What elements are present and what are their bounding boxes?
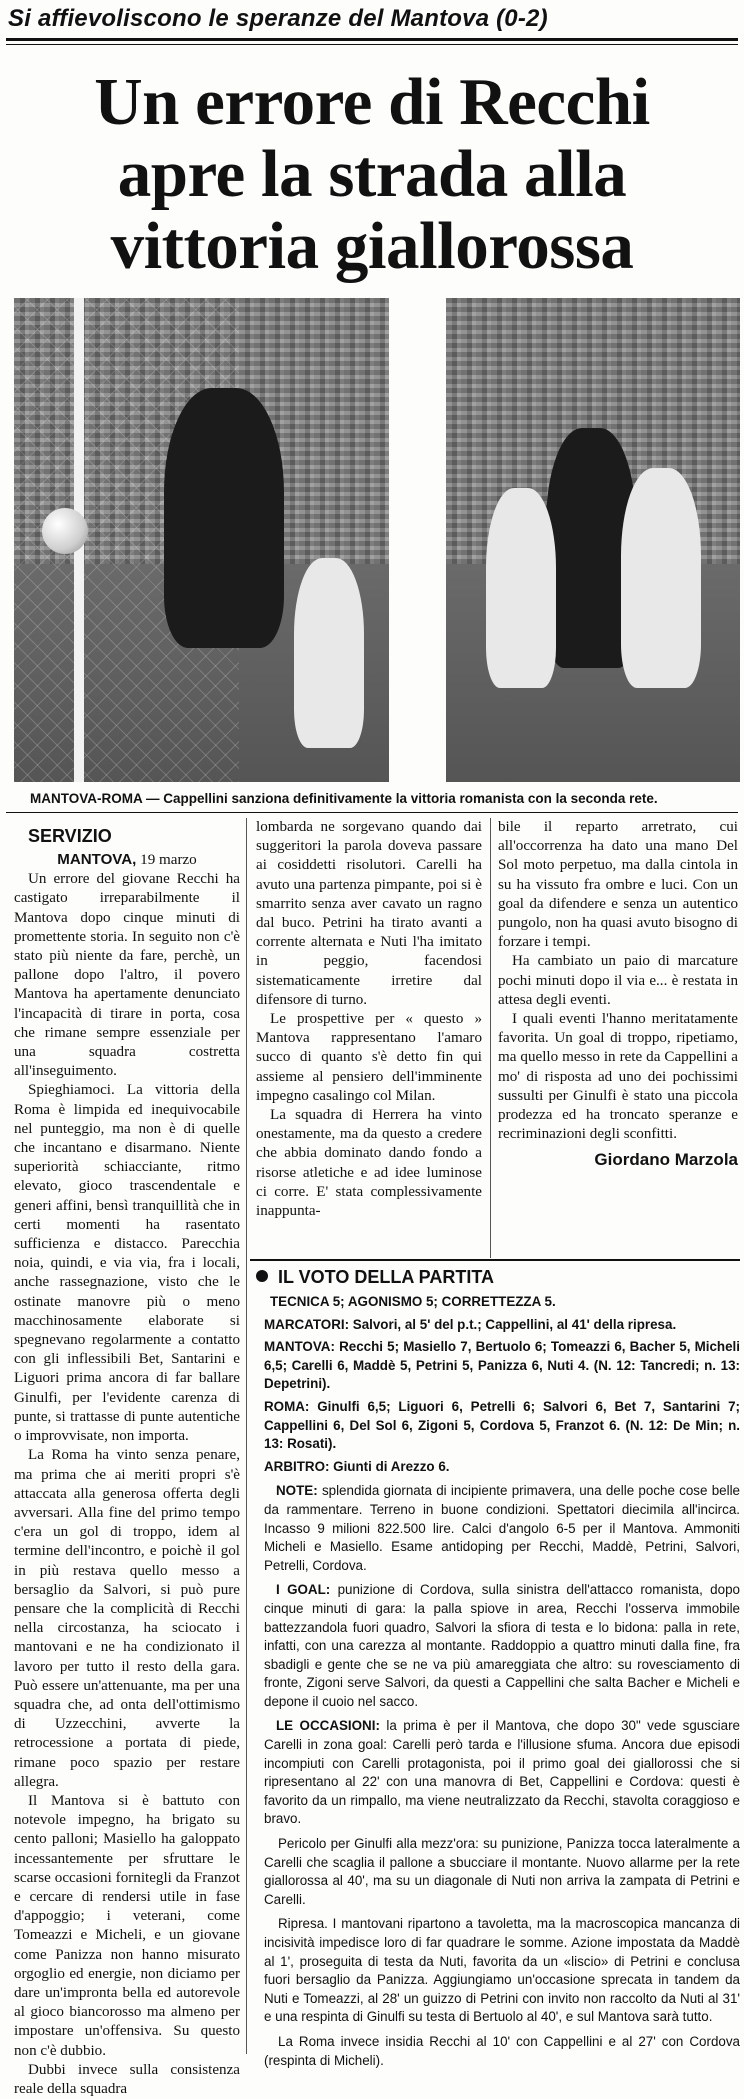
- paragraph: Dubbi invece sulla consistenza reale della squadra: [14, 2061, 240, 2097]
- match-photo-left: [14, 298, 389, 782]
- paragraph: I quali eventi l'hanno meritatamente favorita. Un goal di troppo, ripetiamo, ma quello messo in rete da Cappellini a mo' di risposta ad uno dei pochissimi sussulti per Ginulfi è stato una piccola prodezza ed ha troncato speranze e recriminazioni degli sconfitti.: [498, 1011, 738, 1143]
- rule-caption: [6, 812, 738, 813]
- article-column-2: [256, 818, 482, 1258]
- rule-voto: [250, 1259, 740, 1261]
- paragraph: Le prospettive per « questo » Mantova rappresentano l'amaro succo di quanto s'è detto fin qui assieme al pensiero dell'imminente impegno casalingo col Milan.: [256, 1011, 482, 1104]
- ratings-line: MARCATORI: Salvori, al 5' del p.t.; Cappellini, al 41' della ripresa.: [264, 1316, 677, 1332]
- paragraph: bile il reparto arretrato, cui all'occorrenza ha dato una mano Del Sol moto perpetuo, ma dalla cintola in su ha vissuto fra ombre e luci. Con un goal da difendere e senza un autentico pungolo, non ha quasi avuto bisogno di forzare i tempi.: [498, 819, 738, 951]
- headline-line: Un errore di Recchi: [94, 65, 650, 139]
- goal-lead: I GOAL:: [276, 1582, 331, 1598]
- dateline-date: 19 marzo: [140, 852, 197, 868]
- paragraph: Spieghiamoci. La vittoria della Roma è limpida ed inequivocabile nel punteggio, ma non è di quelle che incantano e disarmano. Niente superiorità schiacciante, ritmo elevato, gioco trascendentale e generi affini, bensì tranquillità che in certi momenti ha rasentato sufficienza e distacco. Parecchia noia, quindi, e via via, fra i locali, anche rassegnazione, visto che le ostinate manovre più o meno macchinosamente elaborate si spegnevano regolarmente a contatto con gli inflessibili Bet, Santarini e Liguori prima ancora di far ballare Ginulfi, per l'evidente carenza di punte, si trattasse di punte autentiche o improvvisate, non importa.: [14, 1082, 240, 1445]
- headline: [6, 66, 738, 286]
- dateline: [14, 850, 240, 870]
- ratings-line: TECNICA 5; AGONISMO 5; CORRETTEZZA 5.: [270, 1294, 556, 1309]
- photo-caption: MANTOVA-ROMA — Cappellini sanziona definitivamente la vittoria romanista con la seconda rete.: [30, 791, 658, 806]
- servizio-label: SERVIZIO: [28, 826, 112, 846]
- match-ratings-box: [250, 1265, 740, 2068]
- paragraph: Ha cambiato un paio di marcature pochi minuti dopo il via e... è restata in attesa degli eventi.: [498, 953, 738, 1008]
- ratings-goal: [264, 1581, 740, 1711]
- ratings-occasioni: [264, 1717, 740, 1829]
- ratings-line: ARBITRO: Giunti di Arezzo 6.: [264, 1458, 450, 1474]
- ratings-note: [264, 1482, 740, 1575]
- occasioni-text: la prima è per il Mantova, che dopo 30" vede sgusciare Carelli in zona goal: Carelli però tarda e l'illusione sfuma. Ancora due episodi incompiuti con Carelli protagonista, poi il primo goal dei giallorossi che si ripresentano al 22' con una manovra di Bet, Cappellini e Cordova: questi è favorito da un rimpallo, ma viene neutralizzato da Recchi, stavolta coraggioso e bravo.: [264, 1718, 740, 1827]
- paragraph: La squadra di Herrera ha vinto onestamente, ma da questo a credere che abbia dominato dando fondo a risorse atletiche e ad idee luminose ci corre. E' stata complessivamente inappunta-: [256, 1107, 482, 1220]
- match-photo-right: [446, 298, 740, 782]
- ratings-paragraph: La Roma invece insidia Recchi al 10' con Cappellini e al 27' con Cordova (respinta di Micheli).: [264, 2033, 740, 2068]
- goal-text: punizione di Cordova, sulla sinistra dell'attacco romanista, dopo cinque minuti di gara: la palla spiove in area, Recchi l'osserva immobile battezzandola fuori quadro, Salvori la sfiora di testa e lo bidona: palla in rete, infatti, con una carezza al montante. Raddoppio a quattro minuti dalla fine, fra sbadigli e gente che se ne va più amareggiata che altro: su rovesciamento di fronte, Zigoni serve Salvori, da questi a Cappellini che salta Bacher e Micheli e depone il cuoio nel sacco.: [264, 1582, 740, 1709]
- bullet-icon: [256, 1270, 268, 1282]
- ratings-title: [256, 1265, 740, 1289]
- headline-line: apre la strada alla: [117, 137, 627, 211]
- ratings-title-text: IL VOTO DELLA PARTITA: [278, 1267, 494, 1287]
- paragraph: Il Mantova si è battuto con notevole impegno, ha brigato su cento palloni; Masiello ha galoppato incessantemente per sfruttare le scarse occasioni fornitegli da Franzot e cercare di rendersi utile in fase d'appoggio; i veterani, come Tomeazzi e Micheli, e un giovane come Panizza non hanno misurato orgoglio ed energie, non diciamo per dare un'impronta bella ed autorevole al gioco biancorosso ma almeno per impostare un'offensiva. Su questo non c'è dubbio.: [14, 1792, 240, 2059]
- author-signature: Giordano Marzola: [594, 1150, 738, 1170]
- note-text: splendida giornata di incipiente primavera, una delle poche cose belle da rammentare. Terreno in buone condizioni. Spettatori diecimila all'incirca. Incasso 9 milioni 822.500 lire. Calci d'angolo 6-5 per il Mantova. Ammoniti Micheli e Masiello. Esame antidoping per Recchi, Maddè, Petrini, Salvori, Petrelli, Cordova.: [264, 1483, 740, 1573]
- paragraph: La Roma ha vinto senza penare, ma prima che ai meriti propri s'è attaccata alla generosa offerta degli avversari. Alla fine del primo tempo c'era un gol di troppo, idem al termine dell'incontro, e poichè il gol in più restava quello messo a bersaglio da Salvori, si può pure pensare che la complicità di Recchi nella circostanza, ha sciocato i mantovani e ne ha condizionato il lavoro per tutto il resto della gara. Può essere un'attenuante, ma per una squadra che, ad onta dell'ottimismo di Uzzecchini, avverte la retrocessione a portata di piede, rimane poco spazio per restare allegra.: [14, 1447, 240, 1790]
- occasioni-lead: LE OCCASIONI:: [276, 1718, 380, 1734]
- paragraph: lombarda ne sorgevano quando dai suggeritori la parola doveva passare ai cosiddetti risolutori. Carelli ha avuto una partenza pimpante, poi si è smarrito senza aver cavato un ragno dal buco. Petrini ha tirato avanti a corrente alternata e Nuti l'ha imitato in peggio, facendosi sistematicamente irretire dal difensore di turno.: [256, 819, 482, 1008]
- column-divider: [246, 818, 247, 2054]
- ratings-paragraph: Pericolo per Ginulfi alla mezz'ora: su punizione, Panizza tocca lateralmente a Carelli che scaglia il pallone a sbucciare il montante. Nuovo allarme per la rete giallorossa al 40', ma su un diagonale di Nuti non arriva la zampata di Petrini e Carelli.: [264, 1836, 740, 1907]
- ratings-line: ROMA: Ginulfi 6,5; Liguori 6, Petrelli 6; Salvori 6, Bet 7, Santarini 7; Cappellini 6, Del Sol 6, Zigoni 5, Cordova 5, Franzot 6. (N. 12: De Min; n. 13: Rosati).: [264, 1398, 740, 1452]
- ball-icon: [42, 508, 88, 554]
- article-column-3: [498, 818, 738, 1258]
- rule-top-thin: [6, 44, 738, 45]
- ratings-paragraph: Ripresa. I mantovani ripartono a tavoletta, ma la macroscopica mancanza di incisività impedisce loro di far quadrare le somme. Azione impostata da Maddè al 1', proseguita di testa da Nuti, favorita da un «liscio» di Petrini e conclusa fuori bersaglio da Panizza. Aggiungiamo un'occasione sprecata in tandem da Nuti e Tomeazzi, al 28' un guizzo di Petrini con invito non raccolto da Nuti al 31' e una respinta di Ginulfi su testa di Bertuolo al 40', e sul Mantova sarà tutto.: [264, 1916, 740, 2025]
- paragraph: Un errore del giovane Recchi ha castigato irreparabilmente il Mantova dopo cinque minuti di promettente storia. In seguito non c'è stato più niente da fare, perchè, un pallone dopo l'altro, il povero Mantova ha apertamente denunciato l'incapacità di tirare in porta, cosa che rimane sempre essenziale per una squadra costretta all'inseguimento.: [14, 871, 240, 1080]
- article-column-1: [14, 818, 240, 2097]
- note-lead: NOTE:: [276, 1483, 318, 1499]
- headline-line: vittoria giallorossa: [110, 209, 634, 283]
- kicker: Si affievoliscono le speranze del Mantova (0-2): [8, 5, 548, 32]
- ratings-line: MANTOVA: Recchi 5; Masiello 7, Bertuolo 6; Tomeazzi 6, Bacher 5, Micheli 6,5; Carelli 6, Maddè 5, Petrini 5, Panizza 6, Nuti 4. (N. 12: Tancredi; n. 13: Depetrini).: [264, 1339, 740, 1392]
- dateline-place: MANTOVA,: [57, 851, 137, 868]
- rule-top: [6, 38, 738, 41]
- column-divider: [490, 818, 491, 1258]
